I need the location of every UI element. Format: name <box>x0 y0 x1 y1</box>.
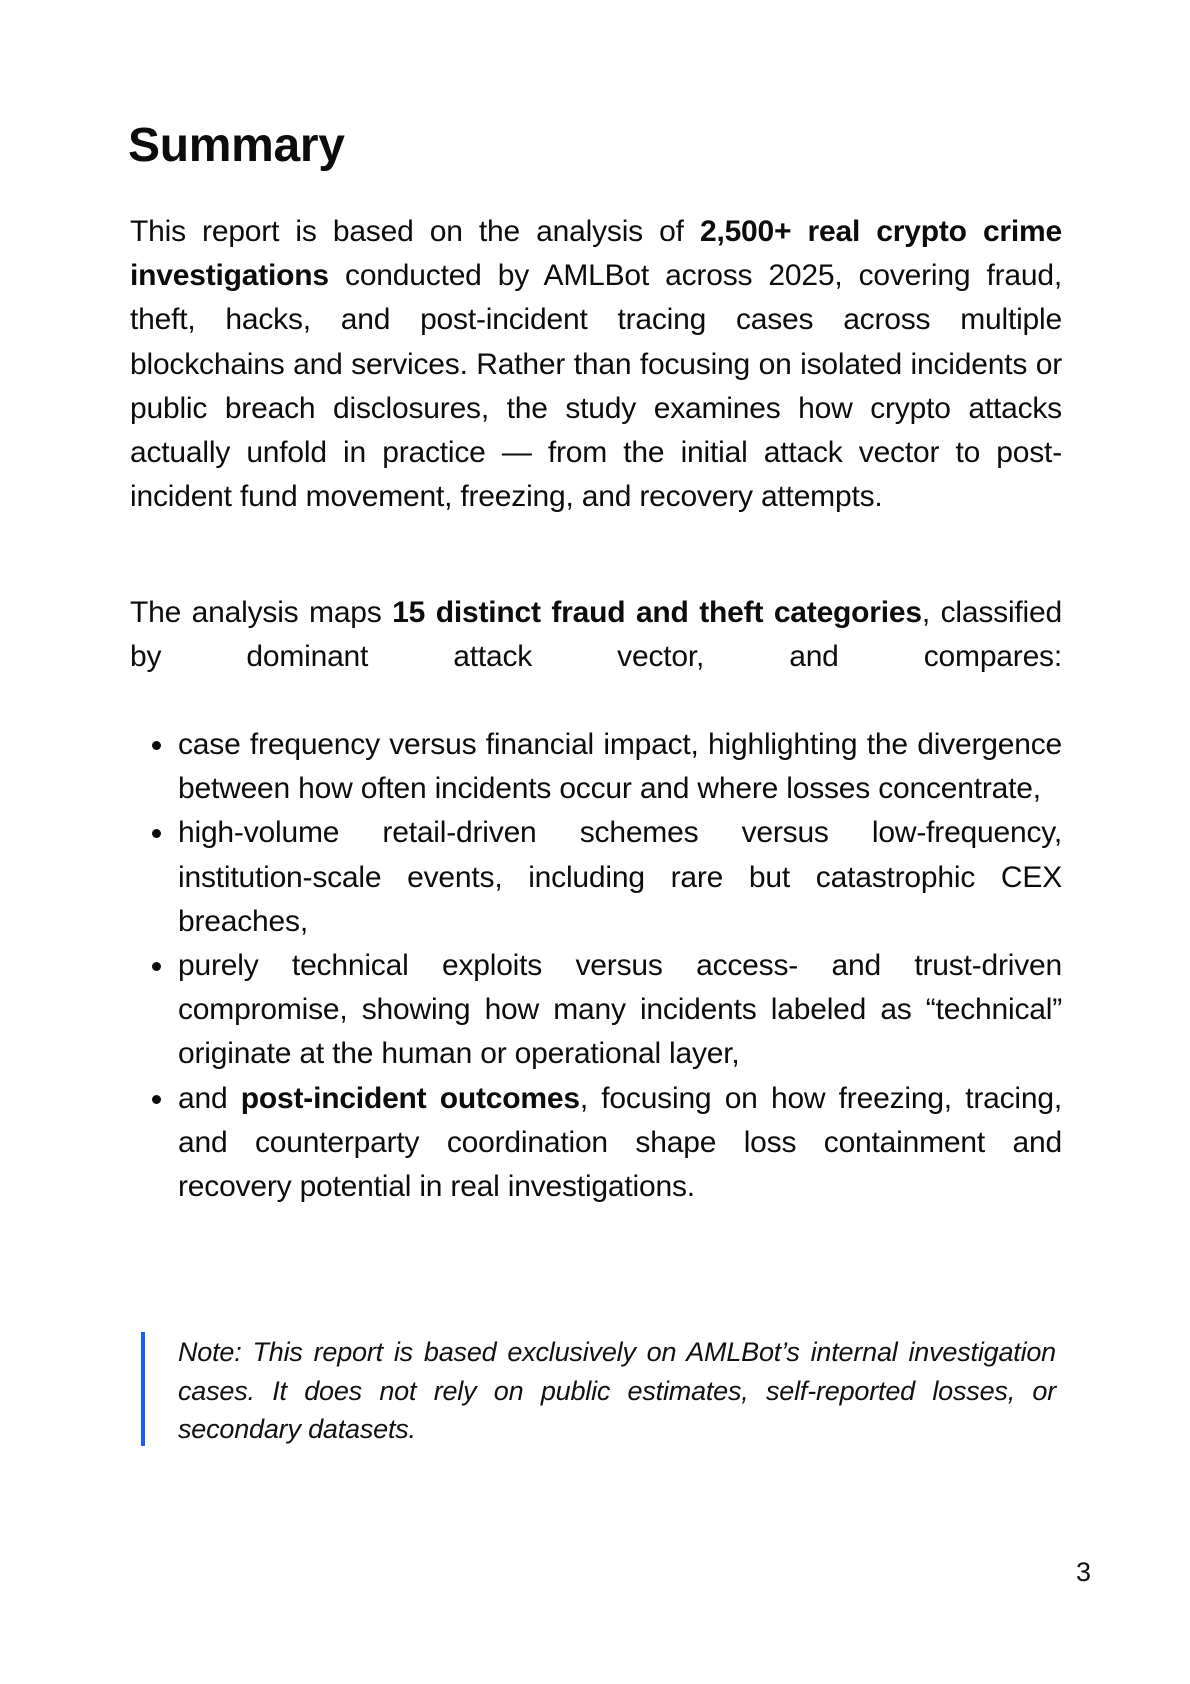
summary-paragraph-categories <box>130 591 1062 679</box>
page-number: 3 <box>1076 1557 1092 1587</box>
bullet-icon <box>152 829 161 838</box>
summary-paragraph-intro <box>130 210 1062 519</box>
list-item <box>130 944 1062 1077</box>
list-item-text: high-volume retail-driven schemes versus low-frequency, institution-scale events, including rare but catastrophic CEX breaches, <box>178 816 1062 938</box>
emphasis-investigations-count: 2,500+ real crypto crime investigations <box>130 215 1062 293</box>
list-item-text: and <box>178 1081 241 1115</box>
list-item <box>130 811 1062 944</box>
bullet-icon <box>152 741 161 750</box>
paragraph-text: This report is based on the analysis of <box>130 215 700 248</box>
emphasis-categories: 15 distinct fraud and theft categories <box>392 596 922 629</box>
bullet-icon <box>152 1095 161 1104</box>
list-item-text: purely technical exploits versus access- and trust-driven compromise, showing how many incidents labeled as “technical” originate at the human or operational layer, <box>178 949 1062 1071</box>
bullet-icon <box>152 962 161 971</box>
page-title: Summary <box>128 119 345 172</box>
list-item-emphasis: post-incident outcomes <box>240 1081 580 1115</box>
list-item <box>130 1077 1062 1210</box>
list-item-text: , focusing on how freezing, tracing, and counterparty coordination shape loss containment and recovery potential in real investigations. <box>178 1081 1063 1204</box>
list-item-text: case frequency versus financial impact, highlighting the divergence between how often incidents occur and where losses concentrate, <box>178 728 1062 806</box>
paragraph-text: conducted by AMLBot across 2025, covering fraud, theft, hacks, and post-incident tracing cases across multiple blockchains and services. Rather than focusing on isolated incidents or public breach disclosures, the study examines how crypto attacks actually unfold in practice — from the initial attack vector to post-incident fund movement, freezing, and recovery attempts. <box>130 259 1062 514</box>
list-item <box>130 723 1062 811</box>
note-text: Note: This report is based exclusively on AMLBot’s internal investigation cases. It does not rely on public estimates, self-reported losses, or secondary datasets. <box>178 1337 1056 1444</box>
paragraph-text: , classified by dominant attack vector, and compares: <box>130 596 1062 674</box>
paragraph-text: The analysis maps <box>130 596 393 629</box>
note-callout <box>141 1332 1056 1446</box>
comparison-list <box>130 723 1062 1209</box>
